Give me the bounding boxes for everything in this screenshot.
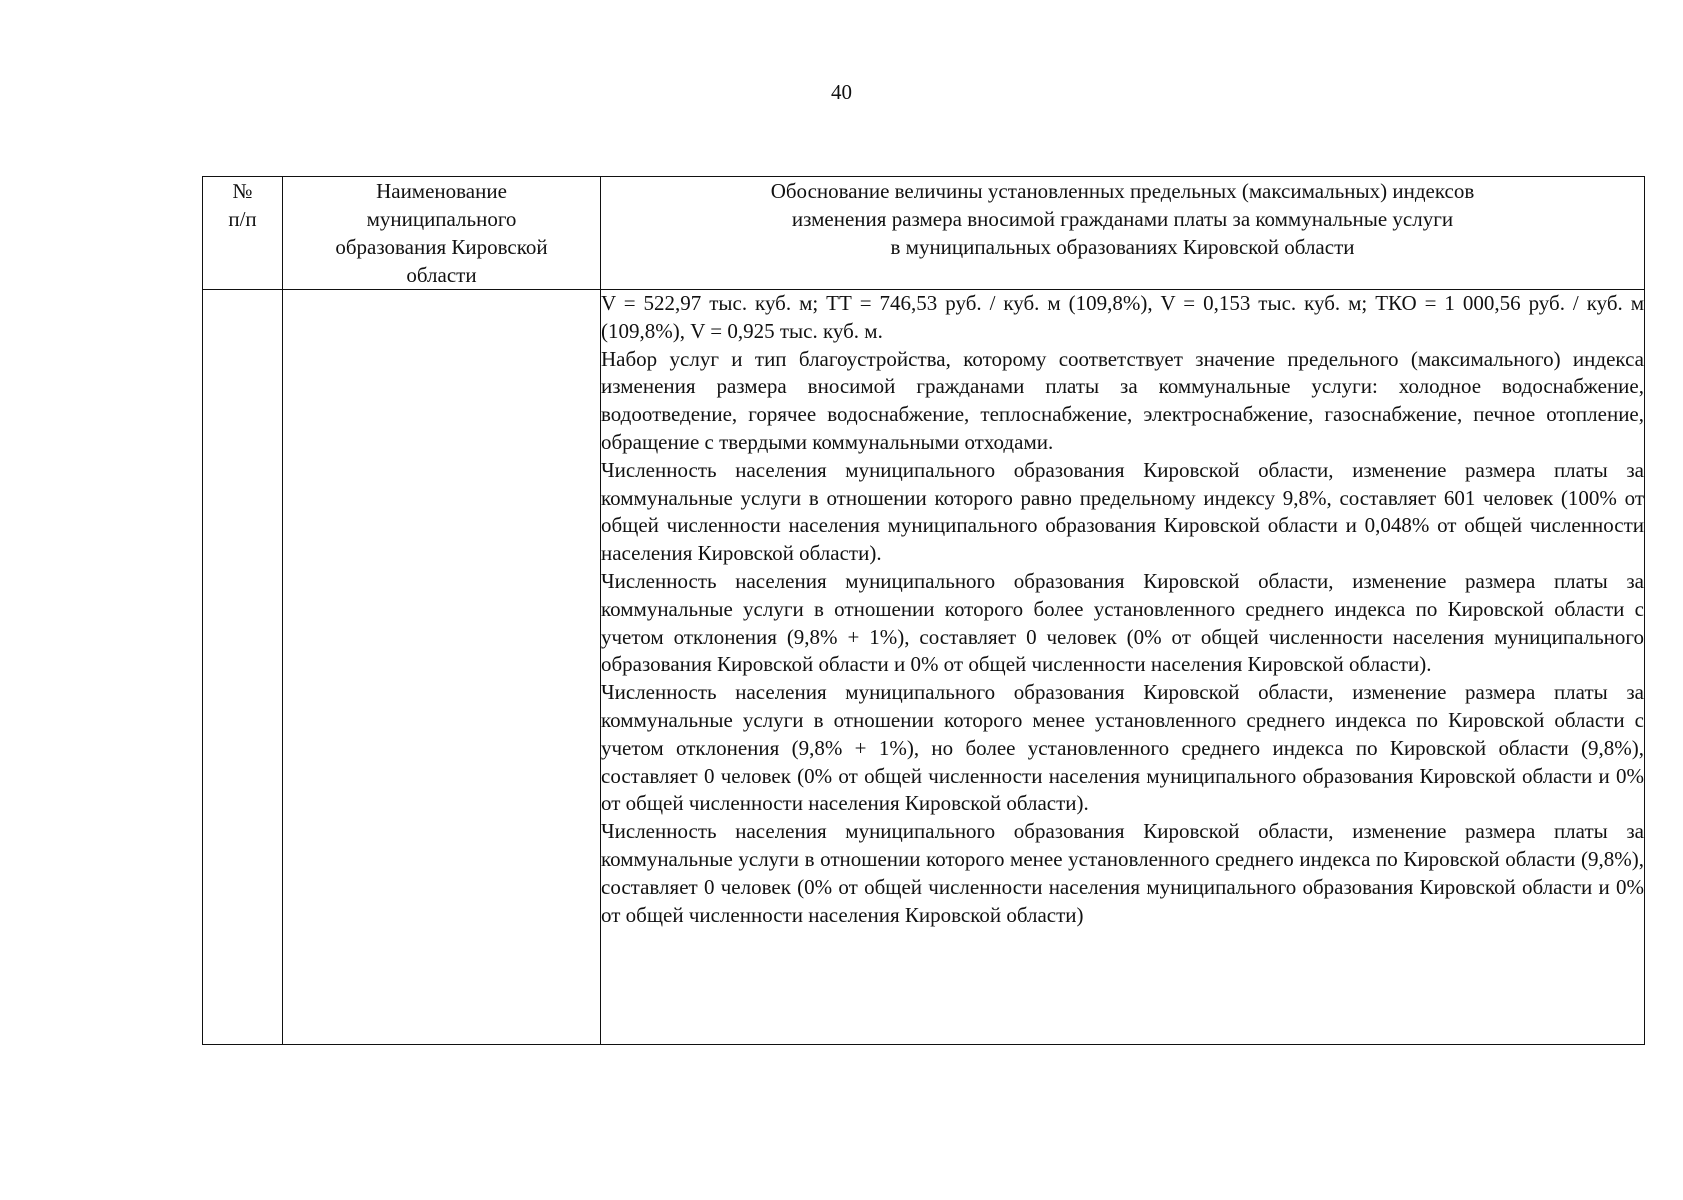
row-number-cell (203, 290, 283, 1045)
row-justification-cell (601, 290, 1645, 1045)
header-justification-line: изменения размера вносимой гражданами платы за коммунальные услуги (791, 207, 1454, 231)
table-header-row (203, 177, 1645, 290)
justification-paragraph: V = 522,97 тыс. куб. м; ТТ = 746,53 руб. / куб. м (109,8%), V = 0,153 тыс. куб. м; ТКО = 1 000,56 руб. / куб. м (109,8%), V = 0,925 тыс. куб. м. (601, 291, 1644, 343)
header-municipality-name (283, 177, 601, 290)
row-name-cell (283, 290, 601, 1045)
page-number: 40 (831, 80, 852, 104)
header-name-line: области (406, 263, 477, 287)
header-justification-line: в муниципальных образованиях Кировской области (890, 235, 1355, 259)
header-number-line: п/п (228, 207, 257, 231)
header-name-line: муниципального (366, 207, 517, 231)
justification-paragraph: Численность населения муниципального образования Кировской области, изменение размера платы за коммунальные услуги в отношении которого менее установленного среднего индекса по Кировской области (9,8%), составляет 0 человек (0% от общей численности населения муниципального образования Кировской области и 0% от общей численности населения Кировской области) (601, 819, 1644, 927)
header-justification (601, 177, 1645, 290)
header-name-line: образования Кировской (335, 235, 548, 259)
header-name-line: Наименование (376, 179, 507, 203)
header-number (203, 177, 283, 290)
justification-paragraph: Численность населения муниципального образования Кировской области, изменение размера платы за коммунальные услуги в отношении которого равно предельному индексу 9,8%, составляет 601 человек (100% от общей численности населения муниципального образования Кировской области и 0,048% от общей численности населения Кировской области). (601, 457, 1644, 566)
justification-table (202, 176, 1645, 1045)
header-number-line: № (232, 179, 253, 203)
table-row (203, 290, 1645, 1045)
header-justification-line: Обоснование величины установленных предельных (максимальных) индексов (770, 179, 1475, 203)
justification-paragraph: Численность населения муниципального образования Кировской области, изменение размера платы за коммунальные услуги в отношении которого более установленного среднего индекса по Кировской области с учетом отклонения (9,8% + 1%), составляет 0 человек (0% от общей численности населения муниципального образования Кировской области и 0% от общей численности населения Кировской области). (601, 568, 1644, 677)
justification-paragraph: Численность населения муниципального образования Кировской области, изменение размера платы за коммунальные услуги в отношении которого менее установленного среднего индекса по Кировской области с учетом отклонения (9,8% + 1%), но более установленного среднего индекса по Кировской области (9,8%), составляет 0 человек (0% от общей численности населения муниципального образования Кировской области и 0% от общей численности населения Кировской области). (601, 680, 1644, 816)
justification-paragraph: Набор услуг и тип благоустройства, которому соответствует значение предельного (максимального) индекса изменения размера вносимой гражданами платы за коммунальные услуги: холодное водоснабжение, водоотведение, горячее водоснабжение, теплоснабжение, электроснабжение, газоснабжение, печное отопление, обращение с твердыми коммунальными отходами. (601, 346, 1644, 454)
